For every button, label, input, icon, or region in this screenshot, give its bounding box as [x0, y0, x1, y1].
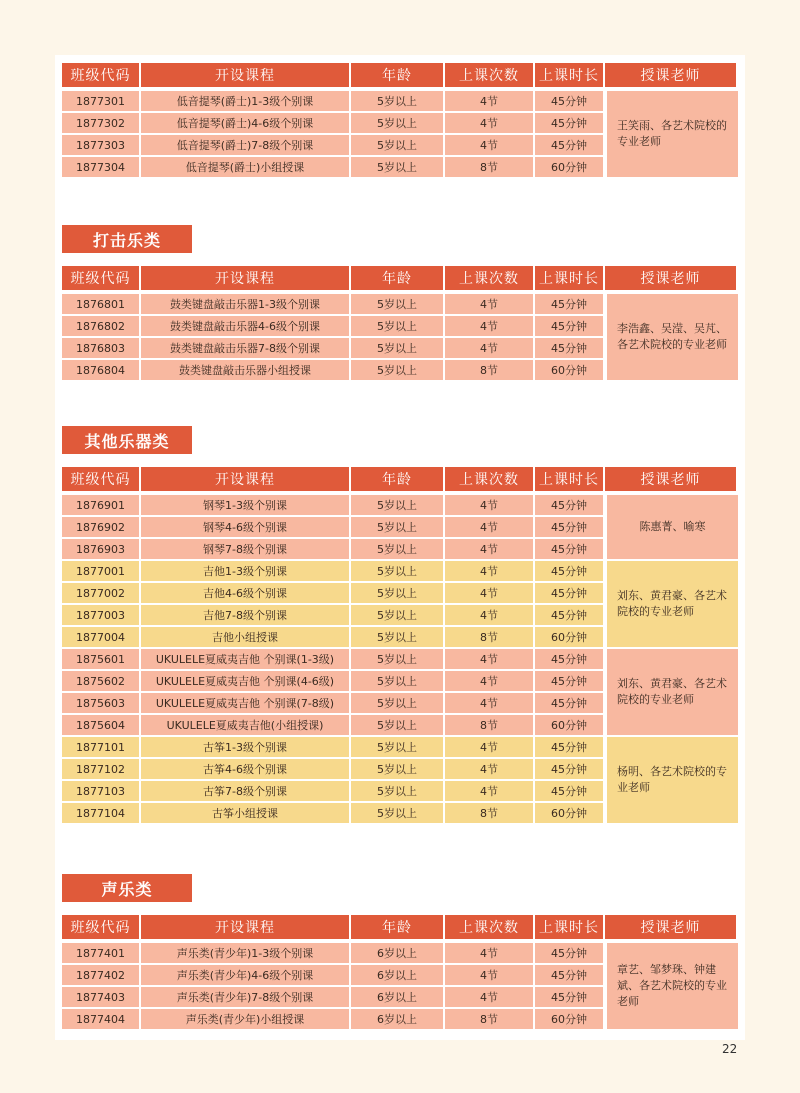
duration-cell: 45分钟 [535, 605, 603, 625]
age-cell: 5岁以上 [351, 649, 443, 669]
header-course: 开设课程 [141, 915, 349, 939]
table-row [62, 360, 605, 380]
class-code-cell: 1875601 [62, 649, 139, 669]
class-code-cell: 1877303 [62, 135, 139, 155]
table-row [62, 803, 605, 823]
class-code-cell: 1876902 [62, 517, 139, 537]
header-class-code: 班级代码 [62, 63, 139, 87]
header-teacher: 授课老师 [605, 63, 736, 87]
course-cell: 低音提琴(爵士)4-6级个别课 [141, 113, 349, 133]
duration-cell: 45分钟 [535, 135, 603, 155]
course-cell: 低音提琴(爵士)1-3级个别课 [141, 91, 349, 111]
class-code-cell: 1877301 [62, 91, 139, 111]
age-cell: 6岁以上 [351, 943, 443, 963]
table-double-bass [62, 63, 738, 179]
course-cell: 钢琴1-3级个别课 [141, 495, 349, 515]
class-code-cell: 1877002 [62, 583, 139, 603]
course-cell: 鼓类键盘敲击乐器1-3级个别课 [141, 294, 349, 314]
duration-cell: 45分钟 [535, 943, 603, 963]
age-cell: 6岁以上 [351, 965, 443, 985]
age-cell: 5岁以上 [351, 693, 443, 713]
class-code-cell: 1876903 [62, 539, 139, 559]
table-row [62, 113, 605, 133]
duration-cell: 45分钟 [535, 517, 603, 537]
teacher-cell: 刘东、黄君豪、各艺术院校的专业老师 [607, 649, 738, 735]
age-cell: 5岁以上 [351, 605, 443, 625]
sessions-cell: 4节 [445, 737, 533, 757]
header-class-code: 班级代码 [62, 915, 139, 939]
course-cell: 钢琴7-8级个别课 [141, 539, 349, 559]
course-cell: UKULELE夏威夷吉他(小组授课) [141, 715, 349, 735]
table-row [62, 539, 605, 559]
table-row [62, 715, 605, 735]
table-row [62, 965, 605, 985]
course-cell: 声乐类(青少年)1-3级个别课 [141, 943, 349, 963]
course-cell: 鼓类键盘敲击乐器4-6级个别课 [141, 316, 349, 336]
class-code-cell: 1877404 [62, 1009, 139, 1029]
duration-cell: 45分钟 [535, 495, 603, 515]
header-sessions: 上课次数 [445, 63, 533, 87]
age-cell: 5岁以上 [351, 91, 443, 111]
table-row [62, 671, 605, 691]
table-row [62, 943, 605, 963]
header-sessions: 上课次数 [445, 467, 533, 491]
class-code-cell: 1876803 [62, 338, 139, 358]
sessions-cell: 4节 [445, 671, 533, 691]
sessions-cell: 4节 [445, 583, 533, 603]
table-body [62, 91, 738, 177]
age-cell: 5岁以上 [351, 157, 443, 177]
course-cell: 吉他7-8级个别课 [141, 605, 349, 625]
teacher-cell: 杨明、各艺术院校的专业老师 [607, 737, 738, 823]
course-cell: 古筝7-8级个别课 [141, 781, 349, 801]
sessions-cell: 4节 [445, 338, 533, 358]
section-title-vocal: 声乐类 [62, 874, 192, 902]
age-cell: 5岁以上 [351, 803, 443, 823]
sessions-cell: 8节 [445, 1009, 533, 1029]
sessions-cell: 4节 [445, 517, 533, 537]
sessions-cell: 8节 [445, 627, 533, 647]
duration-cell: 60分钟 [535, 360, 603, 380]
table-row [62, 605, 605, 625]
class-code-cell: 1876801 [62, 294, 139, 314]
header-teacher: 授课老师 [605, 915, 736, 939]
age-cell: 5岁以上 [351, 561, 443, 581]
sessions-cell: 4节 [445, 561, 533, 581]
duration-cell: 60分钟 [535, 1009, 603, 1029]
sessions-cell: 4节 [445, 539, 533, 559]
table-vocal [62, 915, 738, 1031]
class-code-cell: 1877401 [62, 943, 139, 963]
age-cell: 5岁以上 [351, 360, 443, 380]
duration-cell: 45分钟 [535, 759, 603, 779]
duration-cell: 45分钟 [535, 113, 603, 133]
sessions-cell: 4节 [445, 693, 533, 713]
sessions-cell: 8节 [445, 360, 533, 380]
table-row [62, 781, 605, 801]
course-cell: 吉他小组授课 [141, 627, 349, 647]
header-duration: 上课时长 [535, 467, 603, 491]
sessions-cell: 4节 [445, 495, 533, 515]
sessions-cell: 4节 [445, 316, 533, 336]
course-cell: UKULELE夏威夷吉他 个别课(7-8级) [141, 693, 349, 713]
header-course: 开设课程 [141, 63, 349, 87]
sessions-cell: 8节 [445, 803, 533, 823]
age-cell: 5岁以上 [351, 759, 443, 779]
class-code-cell: 1877001 [62, 561, 139, 581]
sessions-cell: 4节 [445, 294, 533, 314]
class-code-cell: 1877302 [62, 113, 139, 133]
header-duration: 上课时长 [535, 266, 603, 290]
section-title-percussion: 打击乐类 [62, 225, 192, 253]
class-code-cell: 1875604 [62, 715, 139, 735]
sessions-cell: 4节 [445, 135, 533, 155]
section-title-other-instruments: 其他乐器类 [62, 426, 192, 454]
age-cell: 6岁以上 [351, 987, 443, 1007]
age-cell: 5岁以上 [351, 517, 443, 537]
duration-cell: 45分钟 [535, 965, 603, 985]
header-age: 年龄 [351, 915, 443, 939]
table-header [62, 63, 738, 87]
duration-cell: 60分钟 [535, 715, 603, 735]
class-code-cell: 1877103 [62, 781, 139, 801]
age-cell: 5岁以上 [351, 316, 443, 336]
table-row [62, 649, 605, 669]
class-code-cell: 1877003 [62, 605, 139, 625]
course-cell: 钢琴4-6级个别课 [141, 517, 349, 537]
table-row [62, 294, 605, 314]
course-cell: 古筝小组授课 [141, 803, 349, 823]
header-age: 年龄 [351, 266, 443, 290]
sessions-cell: 4节 [445, 987, 533, 1007]
class-code-cell: 1877403 [62, 987, 139, 1007]
header-course: 开设课程 [141, 266, 349, 290]
table-row [62, 316, 605, 336]
header-class-code: 班级代码 [62, 467, 139, 491]
table-row [62, 583, 605, 603]
table-row [62, 1009, 605, 1029]
sessions-cell: 4节 [445, 91, 533, 111]
course-cell: UKULELE夏威夷吉他 个别课(4-6级) [141, 671, 349, 691]
duration-cell: 45分钟 [535, 561, 603, 581]
header-duration: 上课时长 [535, 915, 603, 939]
class-code-cell: 1875602 [62, 671, 139, 691]
sessions-cell: 4节 [445, 759, 533, 779]
header-sessions: 上课次数 [445, 915, 533, 939]
duration-cell: 45分钟 [535, 338, 603, 358]
table-row [62, 987, 605, 1007]
table-row [62, 157, 605, 177]
header-sessions: 上课次数 [445, 266, 533, 290]
age-cell: 5岁以上 [351, 781, 443, 801]
course-cell: 鼓类键盘敲击乐器小组授课 [141, 360, 349, 380]
sessions-cell: 4节 [445, 649, 533, 669]
table-row [62, 91, 605, 111]
teacher-cell: 陈惠菁、喻寒 [607, 495, 738, 559]
course-cell: 声乐类(青少年)4-6级个别课 [141, 965, 349, 985]
class-code-cell: 1877102 [62, 759, 139, 779]
duration-cell: 45分钟 [535, 649, 603, 669]
sessions-cell: 4节 [445, 781, 533, 801]
class-code-cell: 1877304 [62, 157, 139, 177]
class-code-cell: 1876804 [62, 360, 139, 380]
age-cell: 6岁以上 [351, 1009, 443, 1029]
class-code-cell: 1877402 [62, 965, 139, 985]
age-cell: 5岁以上 [351, 737, 443, 757]
teacher-cell: 王笑雨、各艺术院校的专业老师 [607, 91, 738, 177]
age-cell: 5岁以上 [351, 113, 443, 133]
duration-cell: 60分钟 [535, 627, 603, 647]
table-header [62, 915, 738, 939]
age-cell: 5岁以上 [351, 583, 443, 603]
header-class-code: 班级代码 [62, 266, 139, 290]
course-cell: 古筝1-3级个别课 [141, 737, 349, 757]
duration-cell: 45分钟 [535, 671, 603, 691]
table-header [62, 467, 738, 491]
table-row [62, 693, 605, 713]
table-row [62, 561, 605, 581]
course-cell: 吉他1-3级个别课 [141, 561, 349, 581]
sessions-cell: 4节 [445, 965, 533, 985]
age-cell: 5岁以上 [351, 294, 443, 314]
duration-cell: 45分钟 [535, 294, 603, 314]
header-duration: 上课时长 [535, 63, 603, 87]
age-cell: 5岁以上 [351, 715, 443, 735]
table-row [62, 737, 605, 757]
table-row [62, 517, 605, 537]
age-cell: 5岁以上 [351, 671, 443, 691]
duration-cell: 45分钟 [535, 737, 603, 757]
sessions-cell: 4节 [445, 605, 533, 625]
teacher-cell: 刘东、黄君豪、各艺术院校的专业老师 [607, 561, 738, 647]
table-row [62, 627, 605, 647]
header-teacher: 授课老师 [605, 467, 736, 491]
header-age: 年龄 [351, 63, 443, 87]
table-body [62, 943, 738, 1029]
header-teacher: 授课老师 [605, 266, 736, 290]
class-code-cell: 1877004 [62, 627, 139, 647]
class-code-cell: 1877104 [62, 803, 139, 823]
course-cell: 古筝4-6级个别课 [141, 759, 349, 779]
sessions-cell: 4节 [445, 943, 533, 963]
duration-cell: 45分钟 [535, 539, 603, 559]
table-row [62, 338, 605, 358]
age-cell: 5岁以上 [351, 539, 443, 559]
duration-cell: 45分钟 [535, 316, 603, 336]
duration-cell: 45分钟 [535, 693, 603, 713]
table-body [62, 294, 738, 380]
course-cell: 吉他4-6级个别课 [141, 583, 349, 603]
course-cell: 声乐类(青少年)7-8级个别课 [141, 987, 349, 1007]
course-cell: 声乐类(青少年)小组授课 [141, 1009, 349, 1029]
page-number: 22 [722, 1042, 738, 1056]
header-course: 开设课程 [141, 467, 349, 491]
duration-cell: 45分钟 [535, 91, 603, 111]
table-row [62, 759, 605, 779]
duration-cell: 45分钟 [535, 781, 603, 801]
age-cell: 5岁以上 [351, 135, 443, 155]
course-cell: UKULELE夏威夷吉他 个别课(1-3级) [141, 649, 349, 669]
course-cell: 低音提琴(爵士)7-8级个别课 [141, 135, 349, 155]
age-cell: 5岁以上 [351, 495, 443, 515]
duration-cell: 45分钟 [535, 583, 603, 603]
duration-cell: 60分钟 [535, 157, 603, 177]
class-code-cell: 1876802 [62, 316, 139, 336]
header-age: 年龄 [351, 467, 443, 491]
table-other-instruments [62, 467, 738, 825]
table-row [62, 495, 605, 515]
course-cell: 鼓类键盘敲击乐器7-8级个别课 [141, 338, 349, 358]
class-code-cell: 1877101 [62, 737, 139, 757]
sessions-cell: 8节 [445, 157, 533, 177]
duration-cell: 45分钟 [535, 987, 603, 1007]
teacher-cell: 李浩鑫、吴滢、吴芃、各艺术院校的专业老师 [607, 294, 738, 380]
table-percussion [62, 266, 738, 382]
duration-cell: 60分钟 [535, 803, 603, 823]
teacher-cell: 章艺、邹梦珠、钟建斌、各艺术院校的专业老师 [607, 943, 738, 1029]
sessions-cell: 8节 [445, 715, 533, 735]
age-cell: 5岁以上 [351, 627, 443, 647]
class-code-cell: 1876901 [62, 495, 139, 515]
course-cell: 低音提琴(爵士)小组授课 [141, 157, 349, 177]
table-header [62, 266, 738, 290]
table-body [62, 495, 738, 823]
class-code-cell: 1875603 [62, 693, 139, 713]
table-row [62, 135, 605, 155]
age-cell: 5岁以上 [351, 338, 443, 358]
sessions-cell: 4节 [445, 113, 533, 133]
